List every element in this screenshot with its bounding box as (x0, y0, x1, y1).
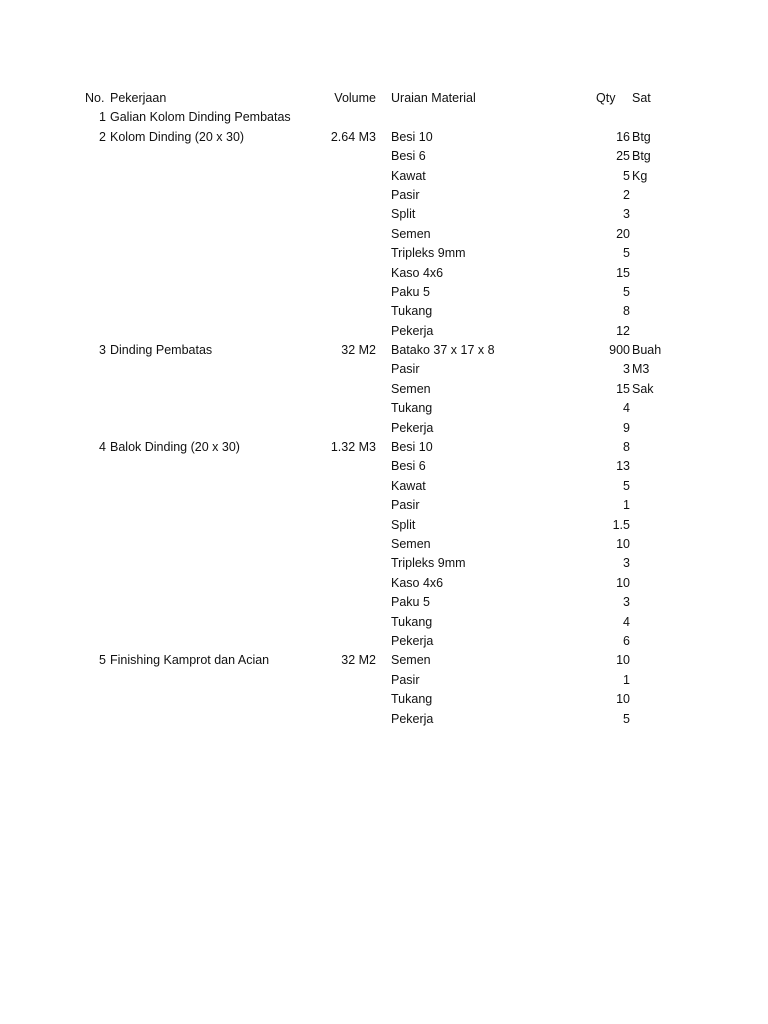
row-number (84, 225, 106, 244)
qty-cell: 15 (616, 381, 630, 396)
volume-cell (300, 419, 376, 438)
row-number (84, 205, 106, 224)
volume-cell (300, 244, 376, 263)
table-row (0, 671, 768, 690)
table-row (0, 613, 768, 632)
volume-cell: 1.32 M3 (330, 440, 376, 455)
qty-cell: 10 (616, 653, 630, 668)
material-cell: Pekerja (391, 633, 434, 648)
volume-cell (300, 225, 376, 244)
row-number (84, 283, 106, 302)
row-number (84, 671, 106, 690)
table-row (0, 322, 768, 341)
row-number (84, 554, 106, 573)
table-row (0, 205, 768, 224)
table-row (0, 167, 768, 186)
qty-cell: 8 (623, 304, 630, 319)
sat-cell: Kg (632, 168, 648, 183)
row-number (84, 496, 106, 515)
pekerjaan-cell: Balok Dinding (20 x 30) (110, 440, 240, 455)
qty-cell: 25 (616, 149, 630, 164)
material-cell: Semen (391, 536, 431, 551)
material-cell: Besi 6 (391, 149, 426, 164)
header-qty: Qty (596, 91, 616, 105)
volume-cell (300, 690, 376, 709)
sat-cell: M3 (632, 362, 650, 377)
volume-cell (300, 477, 376, 496)
volume-cell (300, 554, 376, 573)
table-row (0, 341, 768, 360)
qty-cell: 1.5 (612, 517, 630, 532)
volume-cell: 2.64 M3 (330, 129, 376, 144)
qty-cell: 3 (623, 556, 630, 571)
volume-cell (300, 302, 376, 321)
volume-cell (300, 457, 376, 476)
volume-cell (300, 574, 376, 593)
sat-cell: Btg (632, 149, 651, 164)
table-row (0, 554, 768, 573)
row-number (84, 574, 106, 593)
material-cell: Besi 10 (391, 440, 433, 455)
table-row (0, 419, 768, 438)
table-row (0, 399, 768, 418)
volume-cell (300, 360, 376, 379)
qty-cell: 1 (623, 672, 630, 687)
row-number (84, 477, 106, 496)
volume-cell (300, 710, 376, 729)
material-cell: Semen (391, 653, 431, 668)
material-cell: Semen (391, 381, 431, 396)
qty-cell: 3 (623, 595, 630, 610)
material-cell: Pekerja (391, 420, 434, 435)
material-cell: Split (391, 207, 416, 222)
volume-cell (300, 186, 376, 205)
material-cell: Kawat (391, 478, 426, 493)
table-row (0, 380, 768, 399)
row-number (84, 457, 106, 476)
table-row (0, 710, 768, 729)
table-body (0, 108, 768, 729)
qty-cell: 5 (623, 284, 630, 299)
row-number (84, 147, 106, 166)
qty-cell: 3 (623, 207, 630, 222)
qty-cell: 1 (623, 498, 630, 513)
header-no: No. (85, 91, 105, 105)
qty-cell: 10 (616, 536, 630, 551)
volume-cell (300, 147, 376, 166)
qty-cell: 20 (616, 226, 630, 241)
row-number: 4 (99, 440, 106, 455)
pekerjaan-cell: Finishing Kamprot dan Acian (110, 653, 270, 668)
header-pekerjaan: Pekerjaan (110, 91, 167, 105)
qty-cell: 6 (623, 633, 630, 648)
qty-cell: 3 (623, 362, 630, 377)
table-row (0, 651, 768, 670)
table-row (0, 360, 768, 379)
table-row (0, 128, 768, 147)
volume-cell (300, 108, 376, 127)
row-number (84, 535, 106, 554)
material-cell: Kawat (391, 168, 426, 183)
qty-cell: 2 (623, 187, 630, 202)
volume-cell (300, 264, 376, 283)
row-number: 5 (99, 653, 106, 668)
material-cell: Batako 37 x 17 x 8 (391, 343, 495, 358)
row-number (84, 167, 106, 186)
material-cell: Tukang (391, 401, 433, 416)
qty-cell (560, 108, 630, 127)
material-cell: Pasir (391, 362, 420, 377)
row-number (84, 380, 106, 399)
table-row (0, 244, 768, 263)
volume-cell (300, 380, 376, 399)
qty-cell: 4 (623, 614, 630, 629)
volume-cell: 32 M2 (341, 343, 376, 358)
material-cell: Tukang (391, 304, 433, 319)
table-row (0, 690, 768, 709)
row-number (84, 710, 106, 729)
qty-cell: 15 (616, 265, 630, 280)
row-number (84, 360, 106, 379)
qty-cell: 16 (616, 129, 630, 144)
material-cell: Pekerja (391, 711, 434, 726)
row-number: 3 (99, 343, 106, 358)
material-cell: Split (391, 517, 416, 532)
table-row (0, 535, 768, 554)
table-row (0, 516, 768, 535)
volume-cell (300, 322, 376, 341)
volume-cell (300, 593, 376, 612)
volume-cell (300, 613, 376, 632)
volume-cell (300, 632, 376, 651)
row-number (84, 419, 106, 438)
row-number (84, 302, 106, 321)
header-sat: Sat (632, 91, 651, 105)
material-cell: Tukang (391, 692, 433, 707)
row-number (84, 516, 106, 535)
qty-cell: 13 (616, 459, 630, 474)
material-cell: Tukang (391, 614, 433, 629)
sat-cell: Btg (632, 129, 651, 144)
qty-cell: 5 (623, 246, 630, 261)
qty-cell: 5 (623, 168, 630, 183)
material-cell: Pasir (391, 498, 420, 513)
material-table (0, 89, 768, 729)
row-number: 2 (99, 129, 106, 144)
pekerjaan-cell: Dinding Pembatas (110, 343, 213, 358)
table-row (0, 457, 768, 476)
volume-cell (300, 671, 376, 690)
material-cell: Besi 10 (391, 129, 433, 144)
qty-cell: 8 (623, 440, 630, 455)
material-cell: Tripleks 9mm (391, 246, 466, 261)
qty-cell: 10 (616, 575, 630, 590)
volume-cell (300, 283, 376, 302)
pekerjaan-cell: Galian Kolom Dinding Pembatas (110, 110, 291, 125)
header-volume: Volume (334, 91, 376, 105)
row-number (84, 613, 106, 632)
qty-cell: 4 (623, 401, 630, 416)
table-row (0, 264, 768, 283)
row-number (84, 593, 106, 612)
table-row (0, 496, 768, 515)
material-cell: Pasir (391, 672, 420, 687)
volume-cell (300, 167, 376, 186)
table-row (0, 632, 768, 651)
volume-cell (300, 535, 376, 554)
material-cell: Pekerja (391, 323, 434, 338)
table-row (0, 438, 768, 457)
material-cell: Kaso 4x6 (391, 265, 444, 280)
row-number (84, 186, 106, 205)
sat-cell: Sak (632, 381, 654, 396)
table-row (0, 186, 768, 205)
volume-cell (300, 496, 376, 515)
header-uraian-material: Uraian Material (391, 91, 476, 105)
material-cell: Paku 5 (391, 284, 430, 299)
qty-cell: 900 (609, 343, 630, 358)
row-number (84, 322, 106, 341)
row-number (84, 244, 106, 263)
material-cell: Kaso 4x6 (391, 575, 444, 590)
material-cell: Paku 5 (391, 595, 430, 610)
row-number (84, 632, 106, 651)
row-number (84, 264, 106, 283)
qty-cell: 5 (623, 711, 630, 726)
table-header-row (0, 89, 768, 108)
table-row (0, 108, 768, 127)
qty-cell: 9 (623, 420, 630, 435)
volume-cell (300, 205, 376, 224)
sat-cell: Buah (632, 343, 662, 358)
material-cell: Besi 6 (391, 459, 426, 474)
table-row (0, 593, 768, 612)
qty-cell: 12 (616, 323, 630, 338)
material-cell: Pasir (391, 187, 420, 202)
table-row (0, 574, 768, 593)
table-row (0, 283, 768, 302)
row-number (84, 690, 106, 709)
volume-cell (300, 399, 376, 418)
qty-cell: 5 (623, 478, 630, 493)
pekerjaan-cell: Kolom Dinding (20 x 30) (110, 129, 245, 144)
table-row (0, 147, 768, 166)
table-row (0, 477, 768, 496)
material-cell: Tripleks 9mm (391, 556, 466, 571)
row-number (84, 399, 106, 418)
table-row (0, 225, 768, 244)
volume-cell (300, 516, 376, 535)
volume-cell: 32 M2 (341, 653, 376, 668)
qty-cell: 10 (616, 692, 630, 707)
table-row (0, 302, 768, 321)
row-number: 1 (99, 110, 106, 125)
material-cell: Semen (391, 226, 431, 241)
